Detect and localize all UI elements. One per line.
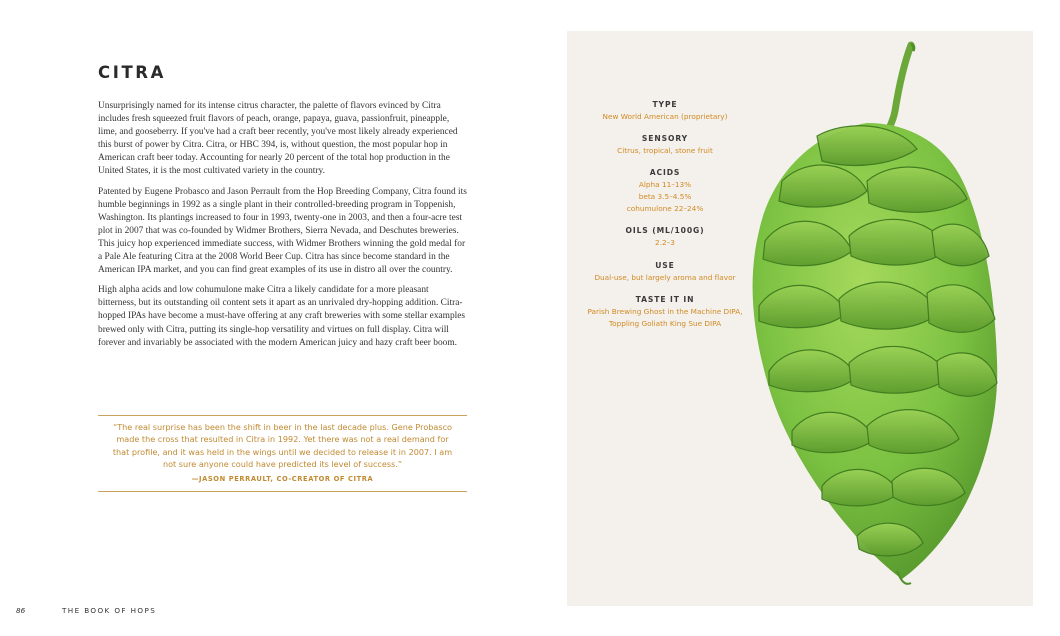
pull-quote [98, 415, 467, 492]
spec-sensory [587, 133, 743, 157]
spec-label: USE [655, 260, 675, 270]
paragraph: Unsurprisingly named for its intense citrus character, the palette of flavors evinced by Citra includes fresh squeezed fruit flavors of peach, orange, papaya, guava, passionfruit, pineapple, lime, and gooseberry. If you've had a craft beer recently, you've most likely already experienced this burst of power by Citra. Citra, or HBC 394, is, without question, the most popular hop in American craft beer today. Accounting for nearly 20 percent of the total hop production in the United States, it is the most cultivated variety in the country. [98, 101, 458, 177]
spec-use [587, 260, 743, 284]
spec-value: New World American (proprietary) [602, 112, 728, 121]
page-title: CITRA [98, 63, 166, 82]
spec-oils [587, 225, 743, 249]
spec-value: Citrus, tropical, stone fruit [617, 146, 713, 156]
spec-label: SENSORY [641, 134, 689, 144]
paragraph: Patented by Eugene Probasco and Jason Perrault from the Hop Breeding Company, Citra found its humble beginnings in 1992 as a single plant in their controlled-breeding program in Toppenish, Washington. Its plantings increased to four in 1993, twenty-one in 2003, and then a four-acre test plot in 2007 that was co-founded by Widmer Brothers, Sierra Nevada, and Deschutes breweries. This juicy hop experienced immediate success, with Widmer Brothers winning the gold medal for a Pale Ale featuring Citra at the 2008 World Beer Cup. Citra has since become standard in the American IPA market, and you can find great examples of its use in distro all over the country. [98, 186, 467, 276]
page-number: 86 [16, 606, 26, 615]
spec-label: TYPE [652, 100, 678, 109]
quote-author: —JASON PERRAULT, CO-CREATOR OF CITRA [191, 474, 374, 483]
hop-specs [587, 99, 743, 340]
spec-value-cohumulone: cohumulone 22–24% [626, 204, 704, 214]
spec-acids [587, 167, 743, 215]
quote-text: “The real surprise has been the shift in beer in the last decade plus. Gene Probasco made the cross that resulted in Citra in 1992. Yet there was not a real demand for that profile, and it was held in the wings until we decided to release it in 2007. I am not sure anyone could have predicted its level of success.” [112, 422, 453, 470]
running-footer-title: THE BOOK OF HOPS [62, 606, 157, 615]
right-page [567, 31, 1033, 606]
spec-value: Dual-use, but largely aroma and flavor [594, 272, 736, 282]
spec-value-alpha: Alpha 11–13% [638, 180, 692, 190]
body-text [98, 100, 468, 357]
spec-value: 2.2–3 [655, 238, 675, 248]
spec-value: Parish Brewing Ghost in the Machine DIPA, Toppling Goliath King Sue DIPA [587, 306, 743, 328]
spec-label: ACIDS [649, 168, 681, 178]
spec-type [587, 99, 743, 123]
spec-value-beta: beta 3.5–4.5% [638, 192, 692, 202]
spec-label: TASTE IT IN [635, 294, 695, 304]
spec-taste-it-in [587, 294, 743, 330]
paragraph: High alpha acids and low cohumulone make Citra a likely candidate for a more pleasant bitterness, but its outstanding oil content sets it apart as an unrivaled dry-hopping addition. Citra-hopped IPAs have become a must-have offering at any craft breweries with some stellar examples brewed only with Citra, putting its single-hop versatility and virtues on full display. Citra will forever and invariably be associated with the modern American juicy and hazy craft beer boom. [98, 285, 466, 348]
spec-label: OILS (ML/100G) [625, 226, 705, 236]
